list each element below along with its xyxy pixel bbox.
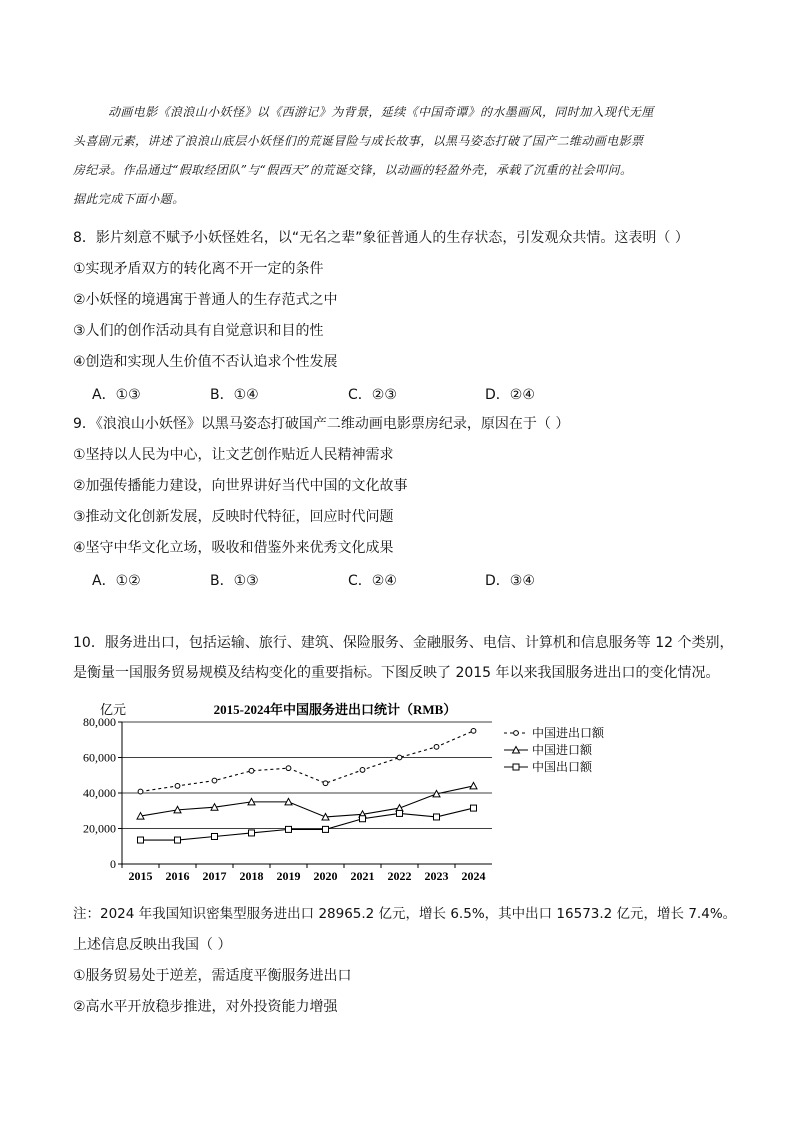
q8-item-4: ④创造和实现人生价值不否认追求个性发展 [73, 354, 338, 370]
q8-stem: 8．影片刻意不赋予小妖怪姓名，以“无名之辈”象征普通人的生存状态，引发观众共情。这表明（ ） [73, 230, 689, 246]
q9-stem: 9．《浪浪山小妖怪》以黑马姿态打破国产二维动画电影票房纪录，原因在于（ ） [73, 416, 570, 432]
data-point [360, 768, 365, 773]
x-tick-label: 2023 [424, 869, 449, 883]
q9-option-d[interactable]: D．③④ [485, 573, 535, 589]
q8-option-b[interactable]: B．①④ [210, 387, 259, 403]
data-point [286, 766, 291, 771]
q8-option-a[interactable]: A．①③ [92, 387, 141, 403]
q10-stem-line-1: 10．服务进出口，包括运输、旅行、建筑、保险服务、金融服务、电信、计算机和信息服务等 12 个类别， [73, 635, 734, 651]
q8-item-3: ③人们的创作活动具有自觉意识和目的性 [73, 323, 324, 339]
y-tick-label: 60,000 [83, 750, 116, 765]
intro-line-4: 据此完成下面小题。 [73, 192, 185, 206]
data-point [434, 814, 440, 820]
q10-stem-line-2: 是衡量一国服务贸易规模及结构变化的重要指标。下图反映了 2015 年以来我国服务进出口的变化情况。 [73, 665, 720, 681]
q10-ask: 上述信息反映出我国（ ） [73, 937, 232, 953]
intro-line-2: 头喜剧元素，讲述了浪浪山底层小妖怪们的荒诞冒险与成长故事，以黑马姿态打破了国产二维动画电影票 [73, 134, 644, 148]
y-tick-label: 80,000 [83, 715, 116, 729]
y-tick-label: 0 [110, 857, 116, 871]
q10-item-1: ①服务贸易处于逆差，需适度平衡服务进出口 [73, 968, 352, 984]
x-tick-label: 2024 [461, 869, 486, 883]
legend-marker [514, 731, 519, 736]
data-point [212, 833, 218, 839]
data-point [397, 755, 402, 760]
data-point [249, 830, 255, 836]
x-tick-label: 2019 [276, 869, 301, 883]
intro-line-1: 动画电影《浪浪山小妖怪》以《西游记》为背景，延续《中国奇谭》的水墨画风，同时加入现代无厘 [108, 105, 654, 119]
q8-item-1: ①实现矛盾双方的转化离不开一定的条件 [73, 261, 324, 277]
y-tick-label: 20,000 [83, 821, 116, 836]
series-line [141, 808, 474, 840]
x-tick-label: 2022 [387, 869, 412, 883]
q9-option-a[interactable]: A．①② [92, 573, 141, 589]
q8-option-d[interactable]: D．②④ [485, 387, 535, 403]
q9-option-b[interactable]: B．①③ [210, 573, 259, 589]
legend-label: 中国进出口额 [532, 726, 605, 740]
services-trade-chart [80, 698, 640, 888]
q9-option-c[interactable]: C．②④ [348, 573, 397, 589]
chart-legend [504, 725, 605, 774]
data-point [470, 782, 477, 789]
data-point [434, 744, 439, 749]
chart-y-ticks [83, 715, 116, 871]
y-tick-label: 40,000 [83, 786, 116, 800]
series-line [141, 786, 474, 817]
chart-y-unit: 亿元 [100, 702, 127, 717]
x-tick-label: 2016 [165, 869, 190, 883]
legend-label: 中国进口额 [532, 743, 593, 757]
q9-item-2: ②加强传播能力建设，向世界讲好当代中国的文化故事 [73, 478, 408, 494]
data-point [249, 768, 254, 773]
data-point [175, 784, 180, 789]
q10-item-2: ②高水平开放稳步推进，对外投资能力增强 [73, 999, 338, 1015]
chart-x-ticks [129, 869, 486, 883]
data-point [360, 816, 366, 822]
intro-line-3: 房纪录。作品通过“假取经团队”与“假西天”的荒诞交锋，以动画的轻盈外壳，承载了沉重的社会叩问。 [73, 163, 633, 177]
data-point [471, 805, 477, 811]
x-tick-label: 2020 [313, 869, 338, 883]
data-point [286, 826, 292, 832]
q10-note: 注：2024 年我国知识密集型服务进出口 28965.2 亿元，增长 6.5%，其中出口 16573.2 亿元，增长 7.4%。 [73, 906, 737, 922]
x-tick-label: 2017 [202, 869, 227, 883]
series-line [141, 731, 474, 792]
legend-marker [513, 764, 519, 770]
chart-series [137, 728, 477, 843]
data-point [471, 728, 476, 733]
data-point [138, 837, 144, 843]
q9-item-1: ①坚持以人民为中心，让文艺创作贴近人民精神需求 [73, 447, 394, 463]
data-point [323, 781, 328, 786]
data-point [323, 826, 329, 832]
q8-option-c[interactable]: C．②③ [348, 387, 397, 403]
data-point [175, 837, 181, 843]
data-point [138, 789, 143, 794]
x-tick-label: 2015 [128, 869, 153, 883]
x-tick-label: 2018 [239, 869, 264, 883]
q9-item-3: ③推动文化创新发展，反映时代特征，回应时代问题 [73, 509, 394, 525]
q9-item-4: ④坚守中华文化立场，吸收和借鉴外来优秀文化成果 [73, 540, 394, 556]
x-tick-label: 2021 [350, 869, 375, 883]
legend-label: 中国出口额 [532, 760, 593, 774]
chart-title: 2015-2024年中国服务进出口统计（RMB） [213, 702, 457, 717]
data-point [212, 778, 217, 783]
q8-item-2: ②小妖怪的境遇寓于普通人的生存范式之中 [73, 292, 338, 308]
data-point [397, 810, 403, 816]
